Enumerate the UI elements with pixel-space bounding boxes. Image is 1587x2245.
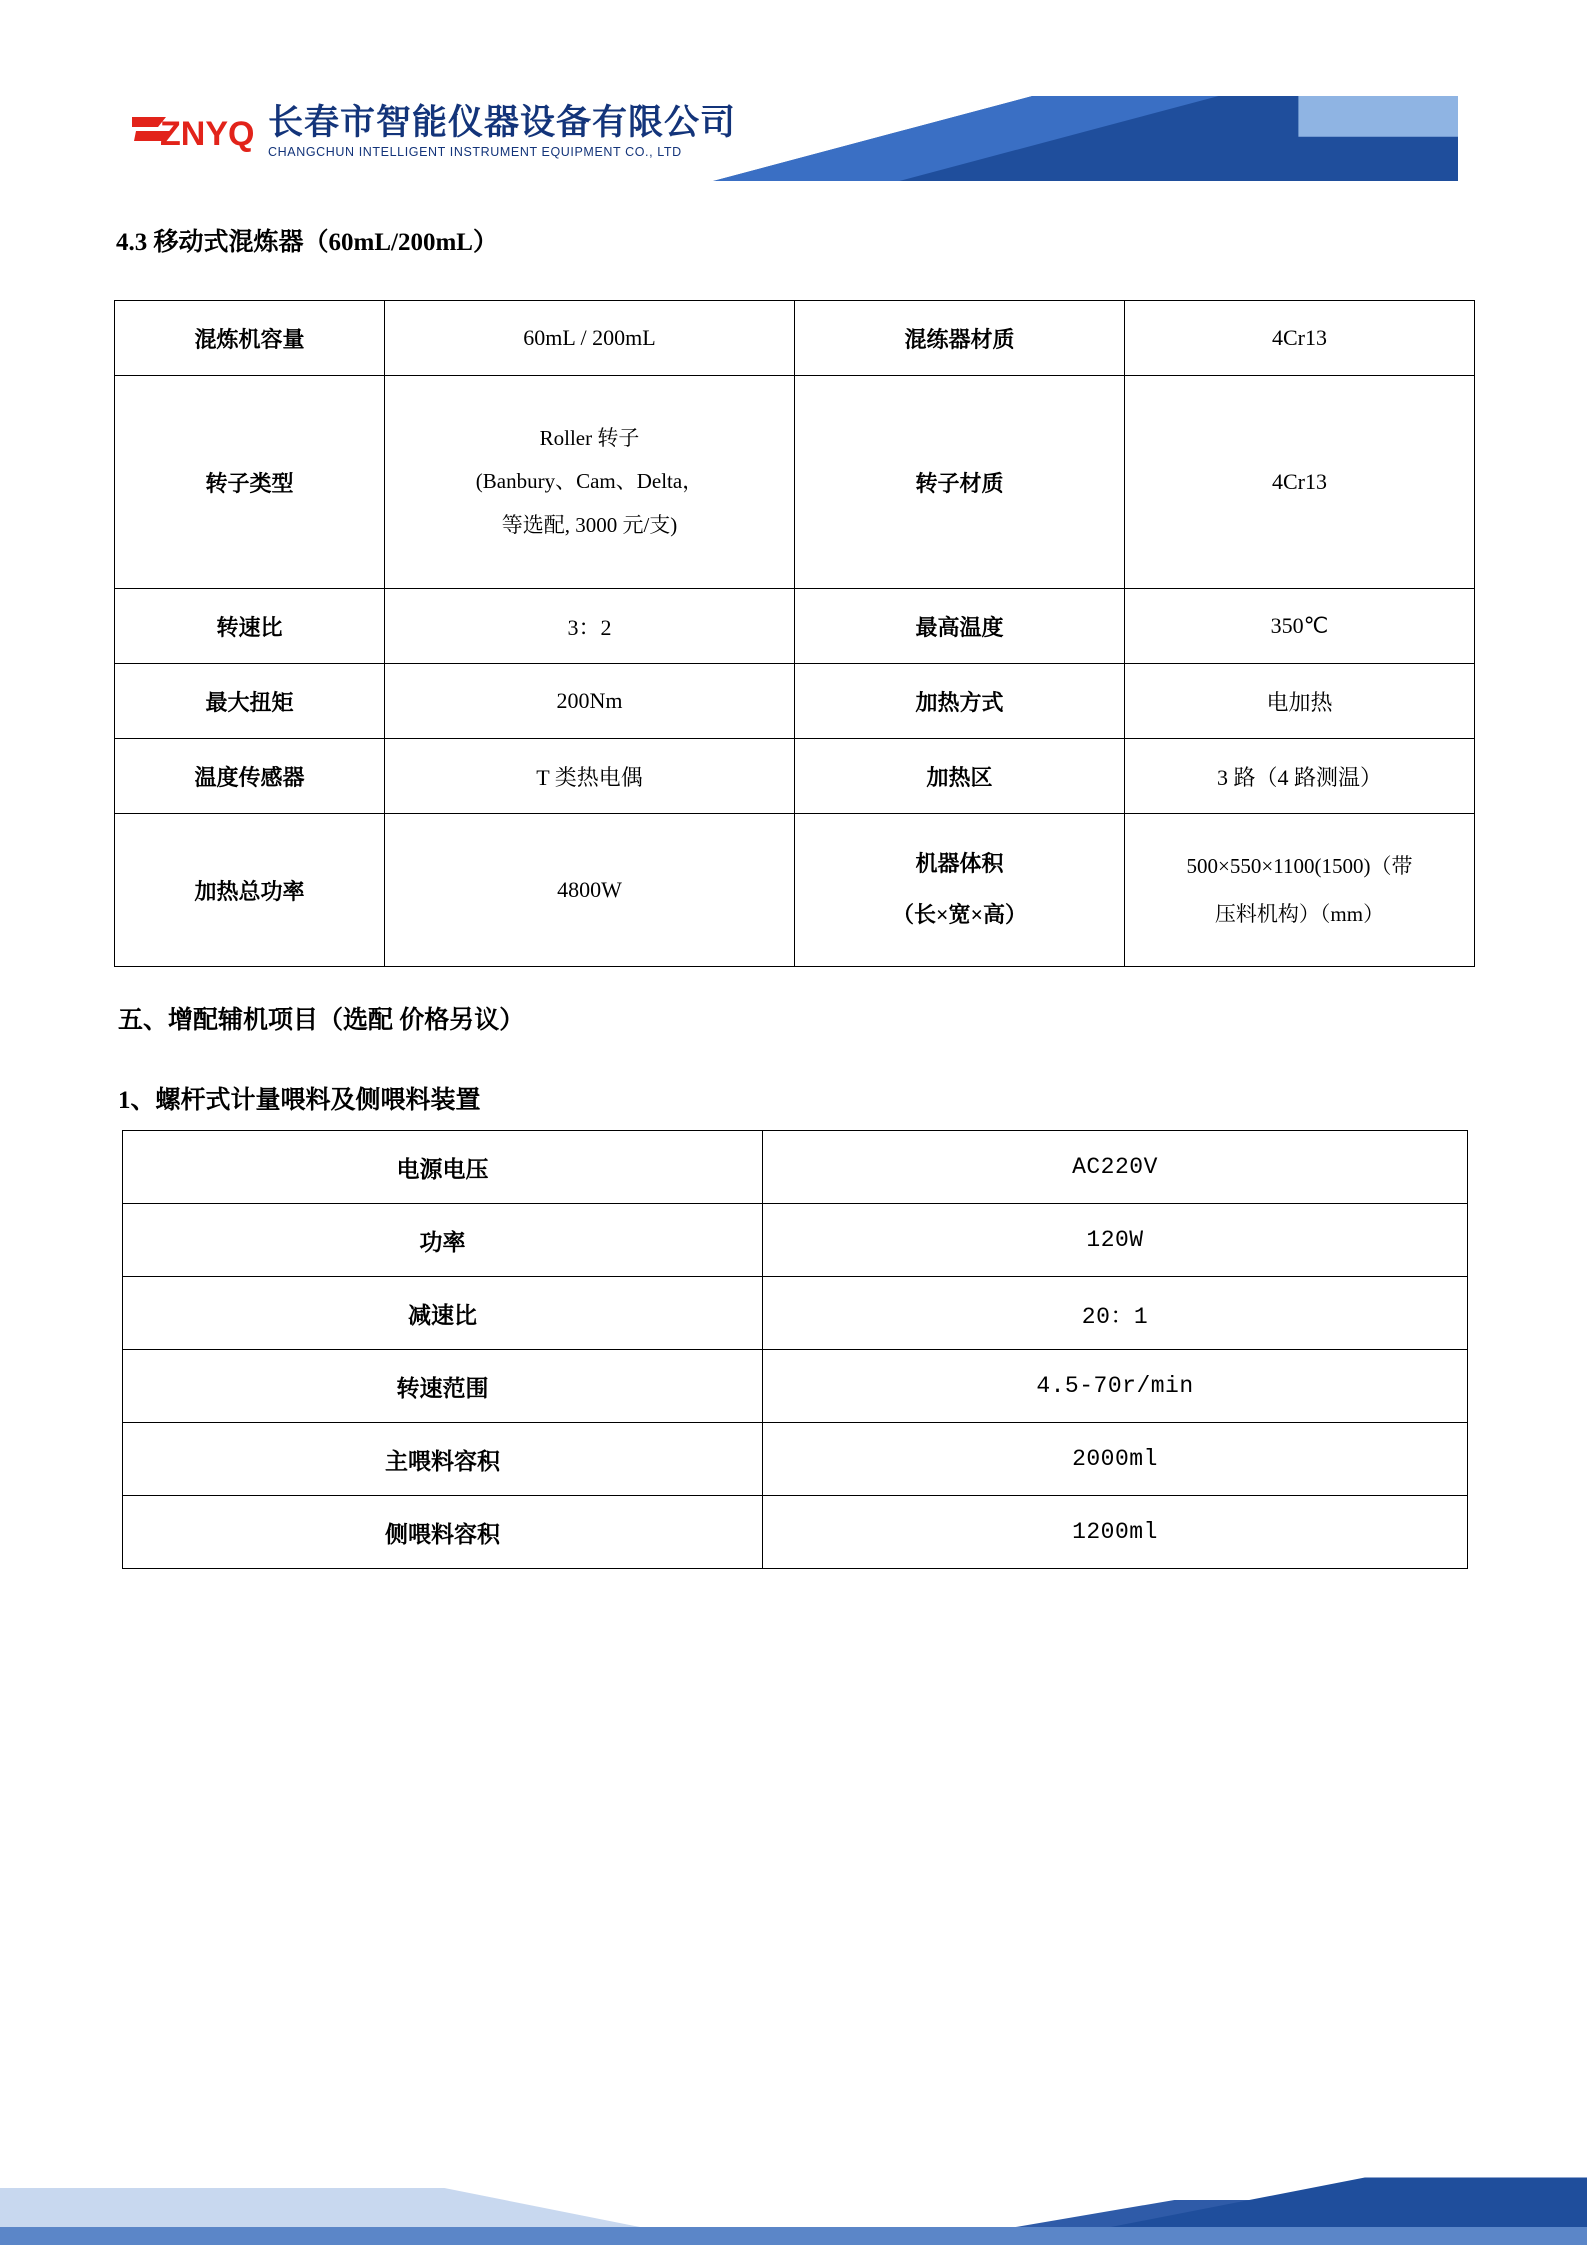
cell-value-rotor-type [385, 376, 795, 589]
cell-value-speed-ratio: 3：2 [385, 589, 795, 664]
cell-label-reduction-ratio: 减速比 [123, 1277, 763, 1350]
page-header [0, 86, 1587, 196]
cell-label-power: 功率 [123, 1204, 763, 1277]
mixer-specification-table [114, 300, 1475, 967]
cell-value-side-feeder-volume: 1200ml [763, 1496, 1468, 1569]
cell-value-total-power: 4800W [385, 814, 795, 967]
cell-label-max-torque: 最大扭矩 [115, 664, 385, 739]
cell-value-power: 120W [763, 1204, 1468, 1277]
heading-section-4-3: 4.3 移动式混炼器（60mL/200mL） [116, 229, 498, 256]
cell-value-max-temp: 350℃ [1125, 589, 1475, 664]
cell-label-heating-method: 加热方式 [795, 664, 1125, 739]
heading-section-one: 1、螺杆式计量喂料及侧喂料装置 [118, 1087, 481, 1114]
cell-label-chamber-material: 混练器材质 [795, 301, 1125, 376]
cell-value-rotor-material: 4Cr13 [1125, 376, 1475, 589]
rotor-line-2: (Banbury、Cam、Delta， [475, 469, 704, 494]
cell-label-speed-ratio: 转速比 [115, 589, 385, 664]
table-row [115, 739, 1475, 814]
table-row [123, 1131, 1468, 1204]
cell-label-total-power: 加热总功率 [115, 814, 385, 967]
cell-value-heating-zones: 3 路（4 路测温） [1125, 739, 1475, 814]
table-row [115, 814, 1475, 967]
company-name-en: CHANGCHUN INTELLIGENT INSTRUMENT EQUIPMENT CO., LTD [268, 144, 682, 159]
cell-label-max-temp: 最高温度 [795, 589, 1125, 664]
page-footer [0, 2095, 1587, 2245]
cell-value-supply-voltage: AC220V [763, 1131, 1468, 1204]
cell-label-rotor-material: 转子材质 [795, 376, 1125, 589]
cell-value-reduction-ratio: 20：1 [763, 1277, 1468, 1350]
heading-section-five: 五、增配辅机项目（选配 价格另议） [118, 1007, 525, 1034]
cell-value-machine-size [1125, 814, 1475, 967]
feeder-specification-table [122, 1130, 1468, 1569]
cell-label-machine-size [795, 814, 1125, 967]
company-name-cn: 长春市智能仪器设备有限公司 [268, 103, 737, 142]
znyq-logo-icon [132, 107, 260, 155]
table-row [123, 1496, 1468, 1569]
machine-size-label-line-1: 机器体积 [915, 851, 1004, 877]
machine-size-value-line-2: 压料机构）（mm） [1214, 902, 1385, 926]
table-row [115, 664, 1475, 739]
cell-label-side-feeder-volume: 侧喂料容积 [123, 1496, 763, 1569]
cell-value-temp-sensor: T 类热电偶 [385, 739, 795, 814]
table-row [115, 376, 1475, 589]
table-row [115, 301, 1475, 376]
cell-label-capacity: 混炼机容量 [115, 301, 385, 376]
logo-text [268, 104, 736, 159]
cell-label-rotor-type: 转子类型 [115, 376, 385, 589]
table-row [123, 1350, 1468, 1423]
cell-value-speed-range: 4.5-70r/min [763, 1350, 1468, 1423]
table-row [123, 1277, 1468, 1350]
cell-label-supply-voltage: 电源电压 [123, 1131, 763, 1204]
machine-size-label-line-2: （长×宽×高） [891, 902, 1028, 927]
cell-value-heating-method: 电加热 [1125, 664, 1475, 739]
machine-size-value-line-1: 500×550×1100(1500)（带 [1186, 853, 1413, 878]
cell-value-max-torque: 200Nm [385, 664, 795, 739]
svg-text:ZNYQ: ZNYQ [160, 115, 255, 154]
rotor-line-1: Roller 转子 [539, 426, 640, 451]
cell-value-chamber-material: 4Cr13 [1125, 301, 1475, 376]
table-row [123, 1204, 1468, 1277]
cell-value-main-feeder-volume: 2000ml [763, 1423, 1468, 1496]
cell-label-main-feeder-volume: 主喂料容积 [123, 1423, 763, 1496]
cell-label-heating-zones: 加热区 [795, 739, 1125, 814]
cell-value-capacity: 60mL / 200mL [385, 301, 795, 376]
rotor-line-3: 等选配, 3000 元/支) [501, 512, 678, 537]
cell-label-speed-range: 转速范围 [123, 1350, 763, 1423]
table-row [123, 1423, 1468, 1496]
company-logo [132, 104, 736, 159]
table-row [115, 589, 1475, 664]
cell-label-temp-sensor: 温度传感器 [115, 739, 385, 814]
